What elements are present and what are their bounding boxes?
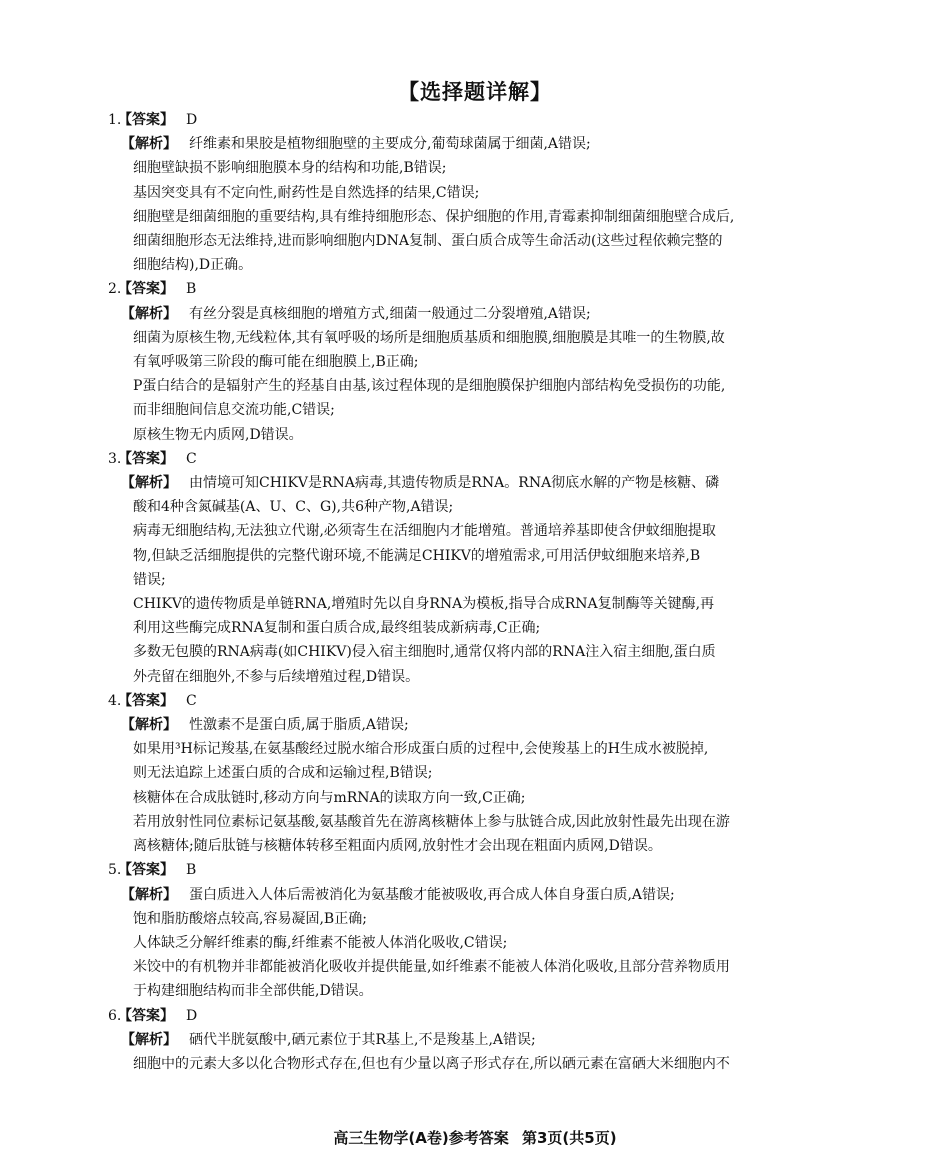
- analysis-line: [108, 1052, 838, 1076]
- question-number: 6.: [108, 1007, 122, 1024]
- answer-value: D: [186, 1007, 198, 1024]
- analysis-text: 蛋白质进入人体后需被消化为氨基酸才能被吸收,再合成人体自身蛋白质,A错误;: [189, 886, 675, 903]
- analysis-line: [108, 665, 838, 689]
- analysis-text: 米饺中的有机物并非都能被消化吸收并提供能量,如纤维素不能被人体消化吸收,且部分营养物质用: [133, 959, 730, 976]
- answer-value: B: [186, 281, 197, 298]
- analysis-text: 细菌为原核生物,无线粒体,其有氧呼吸的场所是细胞质基质和细胞膜,细胞膜是其唯一的生物膜,故: [133, 329, 725, 346]
- answer-label: 【答案】: [118, 112, 174, 128]
- question-block: [108, 858, 838, 1003]
- question-number: 2.: [108, 281, 122, 298]
- answer-line: [108, 447, 838, 471]
- analysis-line: [108, 761, 838, 785]
- analysis-line: [108, 519, 838, 543]
- answer-value: C: [186, 692, 197, 709]
- analysis-line: [108, 979, 838, 1003]
- analysis-text: 有氧呼吸第三阶段的酶可能在细胞膜上,B正确;: [133, 354, 419, 371]
- answer-line: [108, 108, 838, 132]
- analysis-line: [108, 616, 838, 640]
- answer-line: [108, 1004, 838, 1028]
- analysis-line: [108, 1028, 838, 1052]
- analysis-line: [108, 786, 838, 810]
- analysis-label: 【解析】: [121, 136, 177, 153]
- analysis-text: 离核糖体;随后肽链与核糖体转移至粗面内质网,放射性才会出现在粗面内质网,D错误。: [133, 838, 662, 855]
- analysis-line: [108, 302, 838, 326]
- page-title: 【选择题详解】: [398, 80, 552, 104]
- analysis-label: 【解析】: [121, 1031, 177, 1048]
- analysis-text: 由情境可知CHIKV是RNA病毒,其遗传物质是RNA。RNA彻底水解的产物是核糖、磷: [189, 475, 720, 492]
- analysis-text: 细胞中的元素大多以化合物形式存在,但也有少量以离子形式存在,所以硒元素在富硒大米细胞内不: [133, 1055, 730, 1072]
- analysis-line: [108, 592, 838, 616]
- footer-course: 高三生物学(A卷)参考答案: [333, 1129, 509, 1147]
- answer-list: [108, 108, 838, 1076]
- analysis-text: 原核生物无内质网,D错误。: [133, 426, 303, 443]
- analysis-line: [108, 132, 838, 156]
- question-number: 5.: [108, 862, 122, 879]
- analysis-line: [108, 568, 838, 592]
- question-block: [108, 689, 838, 858]
- answer-label: 【答案】: [118, 692, 174, 709]
- question-number: 1.: [108, 112, 122, 128]
- analysis-line: [108, 181, 838, 205]
- analysis-text: 核糖体在合成肽链时,移动方向与mRNA的读取方向一致,C正确;: [133, 789, 526, 806]
- analysis-line: [108, 350, 838, 374]
- analysis-text: 则无法追踪上述蛋白质的合成和运输过程,B错误;: [133, 765, 433, 782]
- answer-value: D: [186, 112, 198, 128]
- analysis-line: [108, 834, 838, 858]
- analysis-text: 物,但缺乏活细胞提供的完整代谢环境,不能满足CHIKV的增殖需求,可用活伊蚊细胞来培养,B: [133, 547, 701, 564]
- answer-line: [108, 689, 838, 713]
- analysis-text: 硒代半胱氨酸中,硒元素位于其R基上,不是羧基上,A错误;: [189, 1031, 536, 1048]
- analysis-line: [108, 955, 838, 979]
- analysis-text: 基因突变具有不定向性,耐药性是自然选择的结果,C错误;: [133, 184, 480, 201]
- analysis-text: 利用这些酶完成RNA复制和蛋白质合成,最终组装成新病毒,C正确;: [133, 620, 541, 637]
- question-block: [108, 1004, 838, 1077]
- analysis-text: CHIKV的遗传物质是单链RNA,增殖时先以自身RNA为模板,指导合成RNA复制酶等关键酶,再: [133, 596, 715, 613]
- answer-label: 【答案】: [118, 281, 174, 298]
- analysis-text: 多数无包膜的RNA病毒(如CHIKV)侵入宿主细胞时,通常仅将内部的RNA注入宿主细胞,蛋白质: [133, 644, 716, 661]
- analysis-text: 外壳留在细胞外,不参与后续增殖过程,D错误。: [133, 668, 420, 685]
- analysis-line: [108, 423, 838, 447]
- analysis-text: 于构建细胞结构而非全部供能,D错误。: [133, 983, 373, 1000]
- answer-value: C: [186, 450, 197, 467]
- question-block: [108, 277, 838, 446]
- answer-label: 【答案】: [118, 450, 174, 467]
- question-block: [108, 108, 838, 277]
- analysis-line: [108, 156, 838, 180]
- analysis-text: 饱和脂肪酸熔点较高,容易凝固,B正确;: [133, 910, 367, 927]
- analysis-line: [108, 713, 838, 737]
- analysis-line: [108, 398, 838, 422]
- footer-page-number: 第3页(共5页): [521, 1129, 617, 1147]
- analysis-text: P蛋白结合的是辐射产生的羟基自由基,该过程体现的是细胞膜保护细胞内部结构免受损伤的功能,: [133, 378, 726, 395]
- analysis-text: 细菌细胞形态无法维持,进而影响细胞内DNA复制、蛋白质合成等生命活动(这些过程依赖完整的: [133, 233, 723, 250]
- analysis-line: [108, 471, 838, 495]
- answer-line: [108, 277, 838, 301]
- analysis-line: [108, 374, 838, 398]
- analysis-line: [108, 253, 838, 277]
- analysis-text: 错误;: [133, 571, 166, 588]
- analysis-line: [108, 495, 838, 519]
- analysis-label: 【解析】: [121, 717, 177, 734]
- analysis-line: [108, 326, 838, 350]
- answer-label: 【答案】: [118, 1007, 174, 1024]
- analysis-text: 纤维素和果胶是植物细胞壁的主要成分,葡萄球菌属于细菌,A错误;: [189, 136, 591, 153]
- analysis-text: 而非细胞间信息交流功能,C错误;: [133, 402, 335, 419]
- analysis-text: 酸和4种含氮碱基(A、U、C、G),共6种产物,A错误;: [133, 499, 454, 516]
- question-block: [108, 447, 838, 689]
- analysis-text: 细胞结构),D正确。: [133, 257, 253, 274]
- analysis-line: [108, 907, 838, 931]
- analysis-label: 【解析】: [121, 475, 177, 492]
- analysis-line: [108, 883, 838, 907]
- analysis-line: [108, 229, 838, 253]
- analysis-text: 细胞壁缺损不影响细胞膜本身的结构和功能,B错误;: [133, 160, 447, 177]
- page-footer: [0, 1127, 950, 1148]
- answer-value: B: [186, 862, 197, 879]
- analysis-line: [108, 205, 838, 229]
- analysis-label: 【解析】: [121, 886, 177, 903]
- analysis-line: [108, 737, 838, 761]
- question-number: 3.: [108, 450, 122, 467]
- answer-label: 【答案】: [118, 862, 174, 879]
- analysis-line: [108, 931, 838, 955]
- analysis-text: 性激素不是蛋白质,属于脂质,A错误;: [189, 717, 409, 734]
- analysis-text: 病毒无细胞结构,无法独立代谢,必须寄生在活细胞内才能增殖。普通培养基即使含伊蚊细胞提取: [133, 523, 716, 540]
- analysis-text: 人体缺乏分解纤维素的酶,纤维素不能被人体消化吸收,C错误;: [133, 934, 508, 951]
- analysis-line: [108, 640, 838, 664]
- analysis-label: 【解析】: [121, 305, 177, 322]
- analysis-line: [108, 544, 838, 568]
- analysis-text: 细胞壁是细菌细胞的重要结构,具有维持细胞形态、保护细胞的作用,青霉素抑制细菌细胞壁合成后,: [133, 208, 735, 225]
- question-number: 4.: [108, 692, 122, 709]
- analysis-text: 若用放射性同位素标记氨基酸,氨基酸首先在游离核糖体上参与肽链合成,因此放射性最先出现在游: [133, 813, 730, 830]
- answer-line: [108, 858, 838, 882]
- analysis-line: [108, 810, 838, 834]
- analysis-text: 有丝分裂是真核细胞的增殖方式,细菌一般通过二分裂增殖,A错误;: [189, 305, 591, 322]
- analysis-text: 如果用³H标记羧基,在氨基酸经过脱水缩合形成蛋白质的过程中,会使羧基上的H生成水被脱掉,: [133, 741, 709, 758]
